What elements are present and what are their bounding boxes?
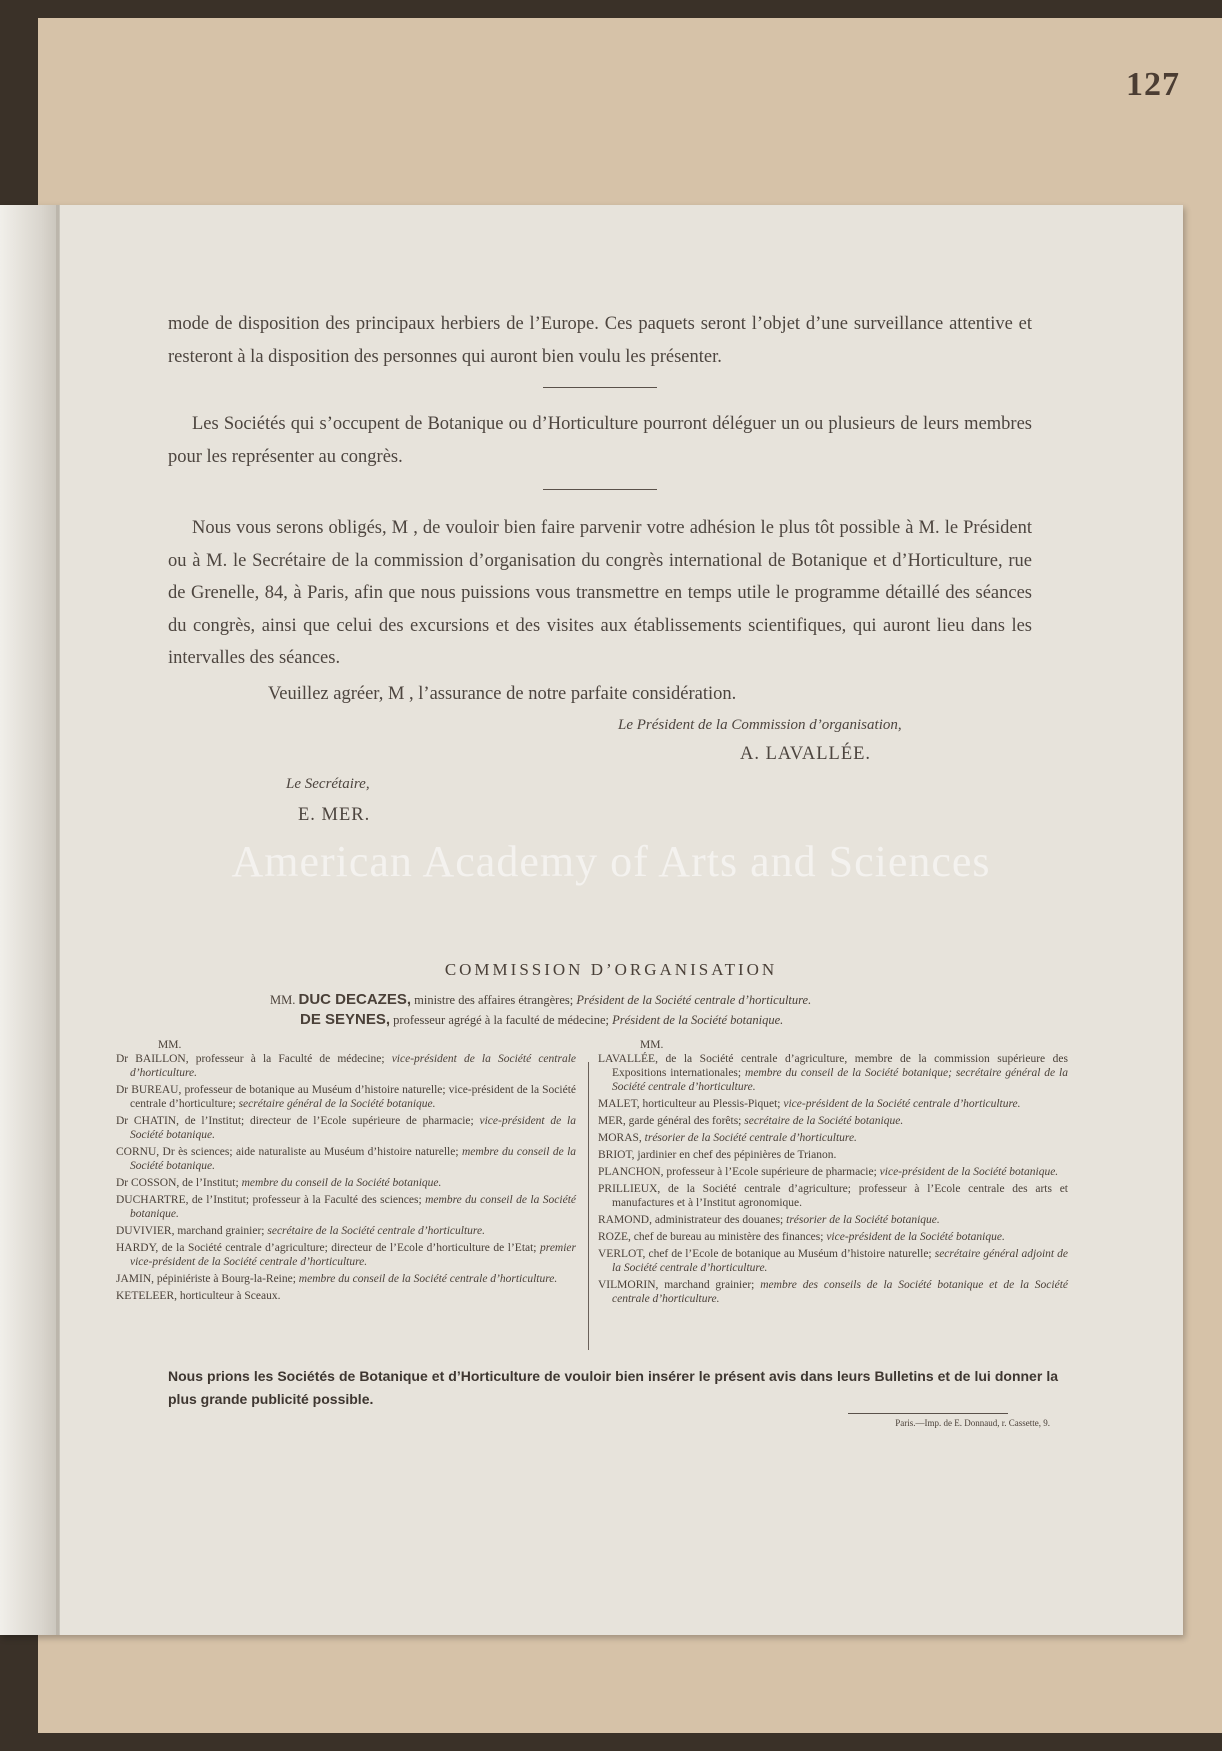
member-role: trésorier de la Société botanique.: [786, 1214, 940, 1226]
member-description: marchand grainier;: [177, 1225, 265, 1237]
member-name: VILMORIN,: [598, 1279, 659, 1291]
member-description: chef de bureau au ministère des finances;: [633, 1231, 824, 1243]
closing-line: Veuillez agréer, M , l’assurance de notre parfaite considération.: [268, 683, 737, 704]
watermark: American Academy of Arts and Sciences: [231, 837, 991, 886]
member-entry: [598, 1097, 1068, 1111]
fold-edge: [56, 205, 59, 1635]
member-entry: [116, 1083, 576, 1111]
president-role: Président de la Société botanique.: [612, 1013, 784, 1027]
members-left-column: [116, 1038, 576, 1306]
page-number: 127: [1126, 66, 1180, 103]
member-entry: [598, 1213, 1068, 1227]
member-role: vice-président de la Société botanique.: [879, 1166, 1059, 1178]
printer-imprint: Paris.—Imp. de E. Donnaud, r. Cassette, 9.: [895, 1418, 1050, 1428]
member-role: membre du conseil de la Société botanique.: [130, 1194, 577, 1220]
member-entry: [598, 1114, 1068, 1128]
member-description: jardinier en chef des pépinières de Trianon.: [637, 1149, 837, 1161]
member-role: membre du conseil de la Société centrale d’horticulture.: [298, 1273, 558, 1285]
member-role: secrétaire de la Société botanique.: [744, 1115, 904, 1127]
mm-heading: MM.: [640, 1039, 664, 1051]
member-description: professeur de botanique au Muséum d’histoire naturelle; vice-président de la Société centrale d’horticulture;: [130, 1084, 577, 1110]
member-role: trésorier de la Société centrale d’horticulture.: [644, 1132, 857, 1144]
member-entry: [116, 1114, 576, 1142]
member-role: vice-président de la Société botanique.: [130, 1115, 576, 1141]
member-entry: [598, 1131, 1068, 1145]
separator-rule: [543, 489, 657, 490]
member-description: chef de l’Ecole de botanique au Muséum d’histoire naturelle;: [648, 1248, 932, 1260]
member-entry: [598, 1247, 1068, 1275]
letter-body: [168, 308, 1032, 831]
mm-prefix: MM.: [270, 993, 296, 1007]
member-description: de la Société centrale d’agriculture; professeur à l’Ecole centrale des arts et manufactures et à l’Institut agronomique.: [612, 1183, 1069, 1209]
member-name: ROZE,: [598, 1231, 631, 1243]
member-role: vice-président de la Société centrale d’horticulture.: [130, 1053, 576, 1079]
secretary-name: E. MER.: [298, 804, 371, 825]
president-desc: ministre des affaires étrangères;: [414, 993, 574, 1007]
member-name: Dr BAILLON,: [116, 1053, 189, 1065]
member-description: horticulteur au Plessis-Piquet;: [642, 1098, 781, 1110]
member-entry: [116, 1145, 576, 1173]
member-description: marchand grainier;: [664, 1279, 755, 1291]
member-entry: [116, 1052, 576, 1080]
member-role: secrétaire général adjoint de la Société centrale d’horticulture.: [612, 1248, 1069, 1274]
commission-presidents: [270, 990, 1090, 1030]
member-description: de l’Institut;: [182, 1177, 239, 1189]
member-entry: [116, 1224, 576, 1238]
member-name: LAVALLÉE,: [598, 1053, 658, 1065]
member-description: pépiniériste à Bourg-la-Reine;: [156, 1273, 296, 1285]
member-entry: [116, 1193, 576, 1221]
printer-rule: [848, 1413, 1008, 1414]
member-entry: [598, 1148, 1068, 1162]
notice-text: Nous prions les Sociétés de Botanique et d’Horticulture de vouloir bien insérer le présent avis dans leurs Bulletins et de lui donner la plus grande publicité possible.: [168, 1368, 1058, 1407]
members-right-column: [598, 1038, 1068, 1309]
commission-title: COMMISSION D’ORGANISATION: [444, 960, 778, 979]
column-divider: [588, 1062, 589, 1350]
member-name: PLANCHON,: [598, 1166, 664, 1178]
member-entry: [116, 1176, 576, 1190]
page-fold: [0, 205, 60, 1635]
member-name: KETELEER,: [116, 1290, 177, 1302]
member-description: de la Société centrale d’agriculture; directeur de l’Ecole d’horticulture de l’Etat;: [161, 1242, 537, 1254]
member-description: horticulteur à Sceaux.: [179, 1290, 281, 1302]
member-description: de l’Institut; directeur de l’Ecole supérieure de pharmacie;: [184, 1115, 474, 1127]
member-entry: [598, 1278, 1068, 1306]
president-name: A. LAVALLÉE.: [740, 743, 872, 764]
president-row: [270, 990, 1090, 1010]
member-description: administrateur des douanes;: [654, 1214, 784, 1226]
member-entry: [598, 1165, 1068, 1179]
members-left-list: [116, 1052, 576, 1303]
member-description: professeur à l’Ecole supérieure de pharmacie;: [666, 1166, 877, 1178]
member-name: RAMOND,: [598, 1214, 652, 1226]
member-role: vice-président de la Société botanique.: [826, 1231, 1005, 1243]
member-name: JAMIN,: [116, 1273, 155, 1285]
member-description: Dr ès sciences; aide naturaliste au Muséum d’histoire naturelle;: [162, 1146, 459, 1158]
member-name: MORAS,: [598, 1132, 642, 1144]
president-name: DUC DECAZES,: [298, 991, 411, 1008]
member-name: BRIOT,: [598, 1149, 635, 1161]
member-description: professeur à la Faculté de médecine;: [195, 1053, 385, 1065]
member-role: membre du conseil de la Société botanique; secrétaire général de la Société centrale d’horticulture.: [612, 1067, 1069, 1093]
member-role: secrétaire général de la Société botanique.: [238, 1098, 436, 1110]
member-description: de la Société centrale d’agriculture, membre de la commission supérieure des Expositions internationales;: [612, 1053, 1069, 1079]
member-entry: [116, 1241, 576, 1269]
member-role: secrétaire de la Société centrale d’horticulture.: [267, 1225, 485, 1237]
member-entry: [598, 1052, 1068, 1094]
member-name: VERLOT,: [598, 1248, 646, 1260]
member-name: HARDY,: [116, 1242, 159, 1254]
member-name: PRILLIEUX,: [598, 1183, 661, 1195]
president-role: Président de la Société centrale d’horticulture.: [576, 993, 812, 1007]
member-role: membre du conseil de la Société botanique.: [130, 1146, 577, 1172]
members-right-list: [598, 1052, 1068, 1306]
mm-heading: MM.: [158, 1039, 182, 1051]
member-name: Dr COSSON,: [116, 1177, 180, 1189]
member-role: membre du conseil de la Société botanique.: [241, 1177, 442, 1189]
member-description: garde général des forêts;: [628, 1115, 742, 1127]
president-desc: professeur agrégé à la faculté de médecine;: [393, 1013, 610, 1027]
member-name: Dr BUREAU,: [116, 1084, 182, 1096]
member-description: de l’Institut; professeur à la Faculté des sciences;: [191, 1194, 422, 1206]
paragraph-societes: Les Sociétés qui s’occupent de Botanique ou d’Horticulture pourront déléguer un ou plusieurs de leurs membres pour les représenter au congrès.: [168, 414, 1032, 467]
member-name: CORNU,: [116, 1146, 160, 1158]
member-entry: [598, 1230, 1068, 1244]
president-name: DE SEYNES,: [300, 1011, 391, 1028]
member-name: DUCHARTRE,: [116, 1194, 189, 1206]
member-name: DUVIVIER,: [116, 1225, 175, 1237]
secretary-title: Le Secrétaire,: [286, 775, 370, 792]
member-entry: [598, 1182, 1068, 1210]
member-entry: [116, 1272, 576, 1286]
member-role: premier vice-président de la Société centrale d’horticulture.: [130, 1242, 576, 1268]
paragraph-adhesion: Nous vous serons obligés, M , de vouloir bien faire parvenir votre adhésion le plus tôt possible à M. le Président ou à M. le Secrétaire de la commission d’organisation du congrès international de Botanique et d’Horticulture, rue de Grenelle, 84, à Paris, afin que nous puissions vous transmettre en temps utile le programme détaillé des séances du congrès, ainsi que celui des excursions et des visites aux établissements scientifiques, qui auront lieu dans les intervalles des séances.: [168, 518, 1032, 668]
separator-rule: [543, 387, 657, 388]
member-name: MALET,: [598, 1098, 640, 1110]
paragraph-herbiers: mode de disposition des principaux herbiers de l’Europe. Ces paquets seront l’objet d’une surveillance attentive et resteront à la disposition des personnes qui auront bien voulu les présenter.: [168, 314, 1032, 367]
member-role: membre des conseils de la Société botanique et de la Société centrale d’horticulture.: [612, 1279, 1069, 1305]
member-name: Dr CHATIN,: [116, 1115, 179, 1127]
member-name: MER,: [598, 1115, 626, 1127]
president-title: Le Président de la Commission d’organisation,: [618, 716, 902, 733]
member-role: vice-président de la Société centrale d’horticulture.: [783, 1098, 1021, 1110]
member-entry: [116, 1289, 576, 1303]
president-row: [270, 1010, 1090, 1030]
